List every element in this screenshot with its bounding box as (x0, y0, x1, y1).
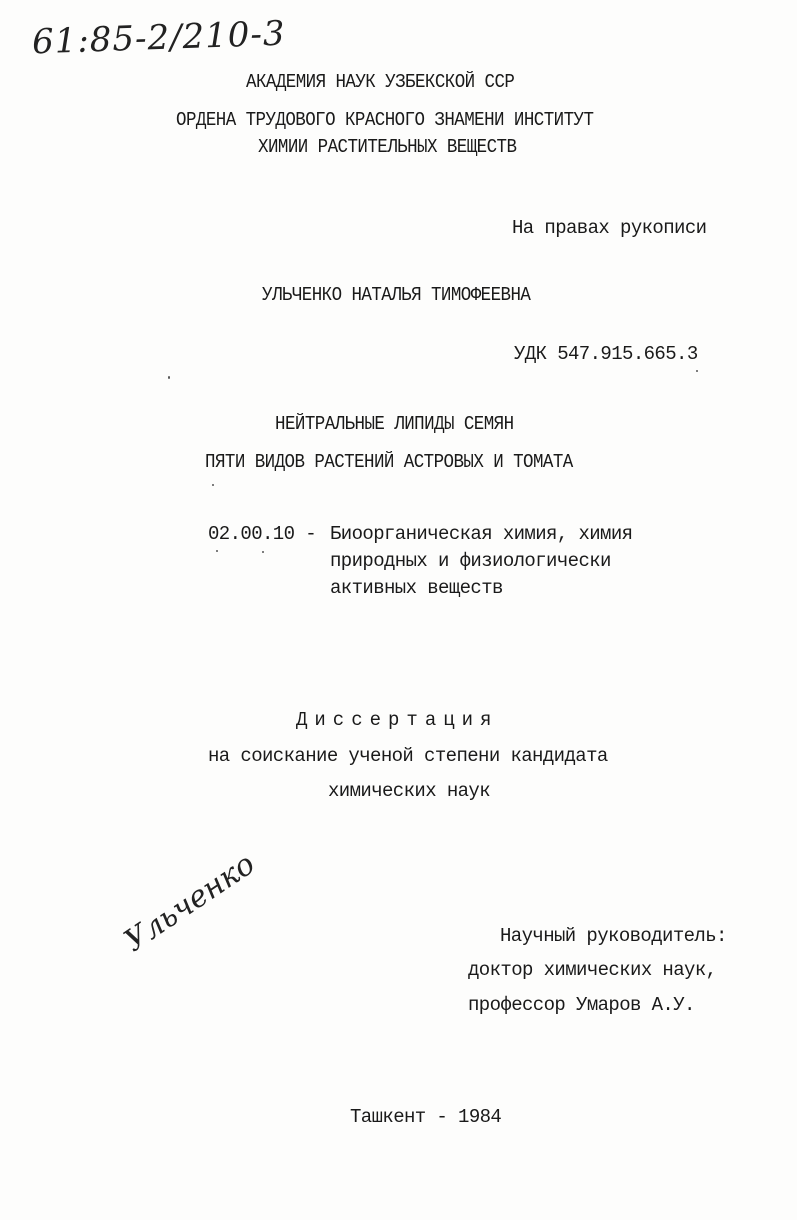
supervisor-degree: доктор химических наук, (468, 959, 717, 981)
specialty-code: 02.00.10 - (208, 523, 317, 545)
archive-mark: 61:85-2/210-3 (31, 13, 287, 63)
paper-speck (212, 484, 214, 486)
degree-line-3: химических наук (328, 780, 491, 802)
city-year: Ташкент - 1984 (350, 1106, 502, 1128)
title-line-2: ПЯТИ ВИДОВ РАСТЕНИЙ АСТРОВЫХ И ТОМАТА (205, 451, 573, 473)
supervisor-name: профессор Умаров А.У. (468, 994, 695, 1016)
paper-speck (696, 370, 698, 372)
degree-word: Диссертация (296, 709, 499, 731)
paper-speck (216, 550, 218, 552)
institute-line-2: ХИМИИ РАСТИТЕЛЬНЫХ ВЕЩЕСТВ (258, 136, 517, 158)
degree-line-2: на соискание ученой степени кандидата (208, 745, 608, 767)
title-line-1: НЕЙТРАЛЬНЫЕ ЛИПИДЫ СЕМЯН (275, 413, 514, 435)
paper-speck (168, 376, 170, 379)
specialty-line-1: Биоорганическая химия, химия (330, 523, 633, 545)
supervisor-label: Научный руководитель: (500, 925, 727, 947)
specialty-line-2: природных и физиологически (330, 550, 611, 572)
author-name: УЛЬЧЕНКО НАТАЛЬЯ ТИМОФЕЕВНА (262, 284, 531, 306)
udk-code: УДК 547.915.665.3 (514, 343, 698, 365)
specialty-line-3: активных веществ (330, 577, 503, 599)
paper-speck (262, 551, 264, 553)
handwritten-signature: Ульченко (118, 846, 262, 960)
academy-heading: АКАДЕМИЯ НАУК УЗБЕКСКОЙ ССР (246, 71, 515, 93)
manuscript-note: На правах рукописи (512, 217, 707, 239)
institute-line-1: ОРДЕНА ТРУДОВОГО КРАСНОГО ЗНАМЕНИ ИНСТИТУТ (176, 109, 594, 131)
